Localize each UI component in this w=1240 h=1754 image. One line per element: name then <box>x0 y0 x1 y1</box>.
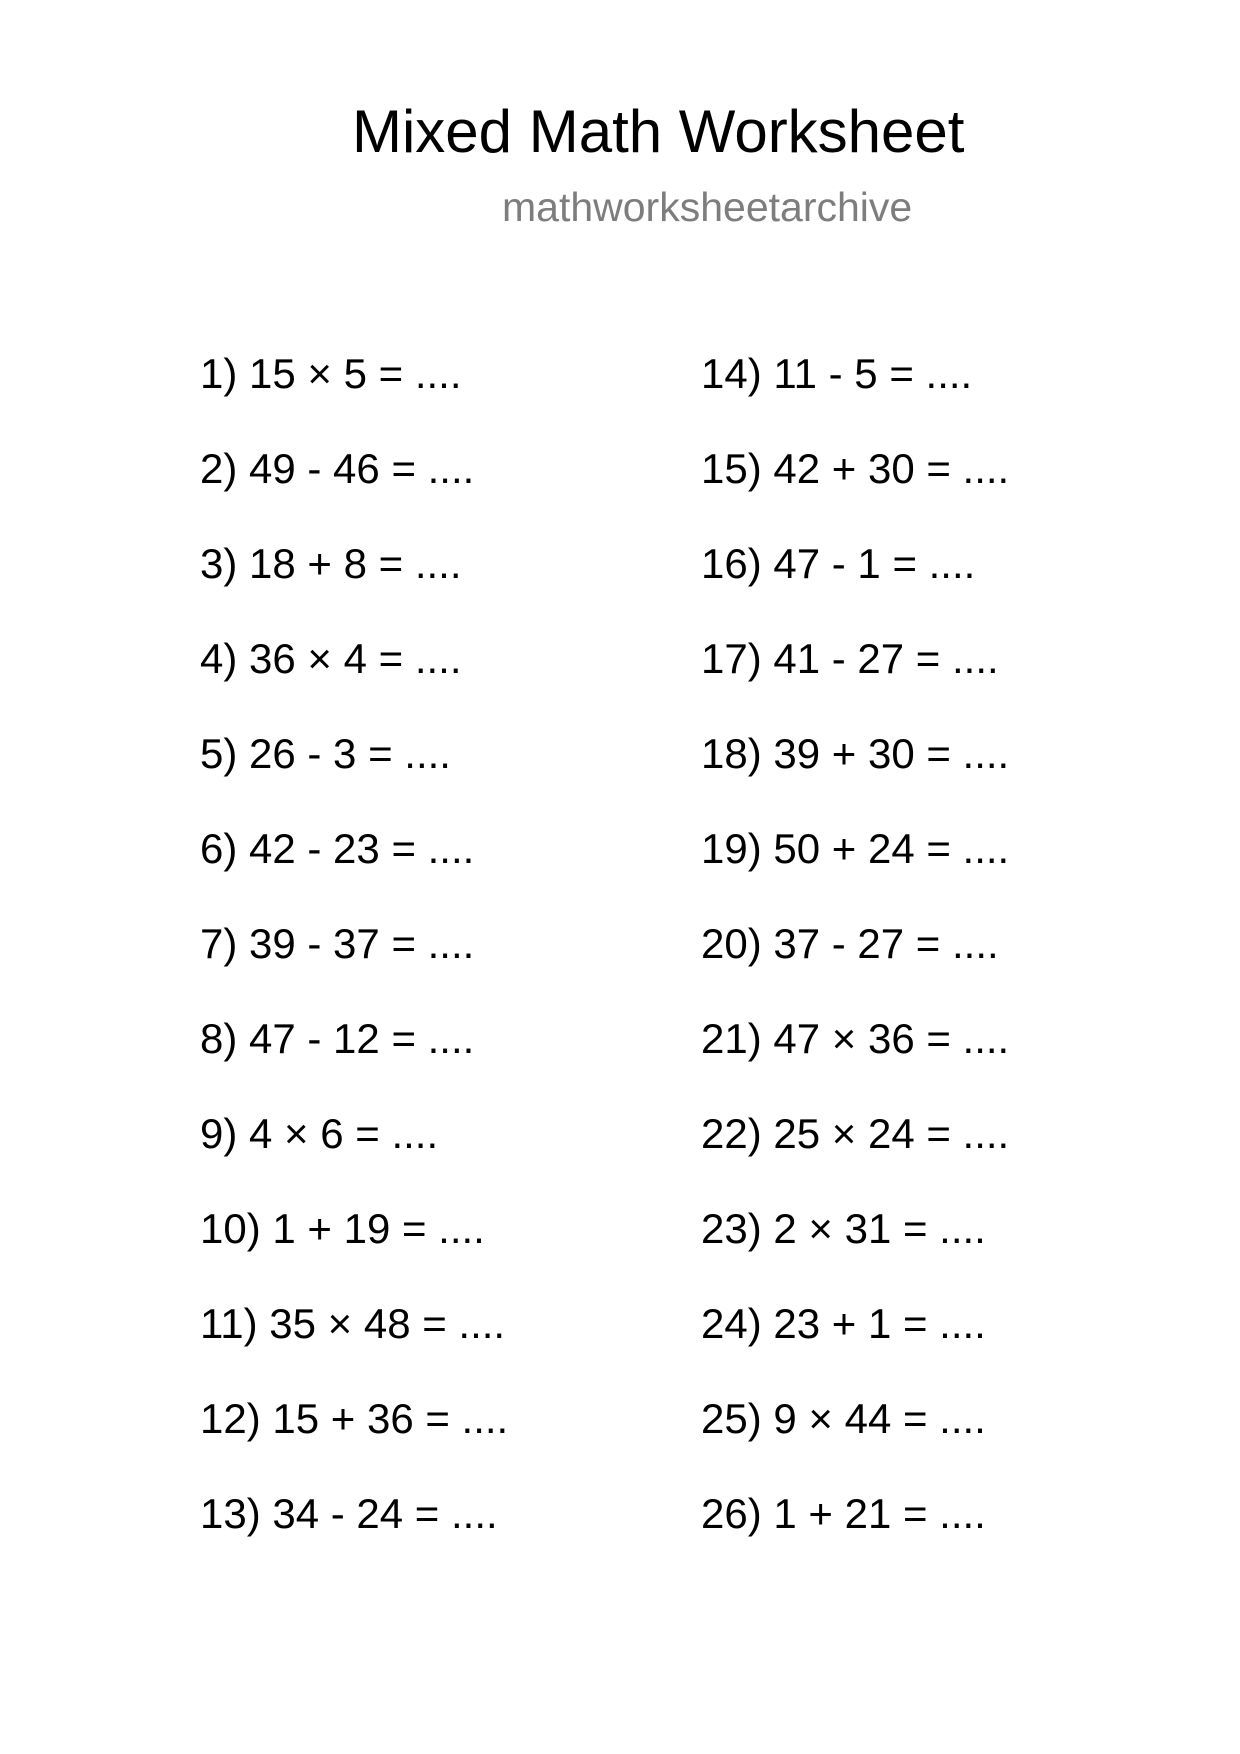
page-subtitle: mathworksheetarchive <box>502 184 913 230</box>
problem-8: 8) 47 - 12 = .... <box>200 1015 475 1062</box>
problem-20: 20) 37 - 27 = .... <box>701 920 999 967</box>
problem-22: 22) 25 × 24 = .... <box>701 1110 1010 1157</box>
problem-10: 10) 1 + 19 = .... <box>200 1205 485 1252</box>
problem-16: 16) 47 - 1 = .... <box>701 540 976 587</box>
problem-11: 11) 35 × 48 = .... <box>200 1300 506 1347</box>
problem-18: 18) 39 + 30 = .... <box>701 730 1010 777</box>
problem-3: 3) 18 + 8 = .... <box>200 540 462 587</box>
problem-9: 9) 4 × 6 = .... <box>200 1110 439 1157</box>
problem-26: 26) 1 + 21 = .... <box>701 1490 986 1537</box>
problem-6: 6) 42 - 23 = .... <box>200 825 475 872</box>
problem-21: 21) 47 × 36 = .... <box>701 1015 1010 1062</box>
problem-19: 19) 50 + 24 = .... <box>701 825 1010 872</box>
problem-15: 15) 42 + 30 = .... <box>701 445 1010 492</box>
problem-23: 23) 2 × 31 = .... <box>701 1205 986 1252</box>
problem-1: 1) 15 × 5 = .... <box>200 350 462 397</box>
problem-5: 5) 26 - 3 = .... <box>200 730 451 777</box>
problem-12: 12) 15 + 36 = .... <box>200 1395 509 1442</box>
problem-24: 24) 23 + 1 = .... <box>701 1300 986 1347</box>
problem-25: 25) 9 × 44 = .... <box>701 1395 986 1442</box>
page-title: Mixed Math Worksheet <box>352 98 965 165</box>
problem-4: 4) 36 × 4 = .... <box>200 635 462 682</box>
problem-17: 17) 41 - 27 = .... <box>701 635 999 682</box>
problem-14: 14) 11 - 5 = .... <box>701 350 973 397</box>
problem-13: 13) 34 - 24 = .... <box>200 1490 498 1537</box>
problem-2: 2) 49 - 46 = .... <box>200 445 475 492</box>
problem-7: 7) 39 - 37 = .... <box>200 920 475 967</box>
